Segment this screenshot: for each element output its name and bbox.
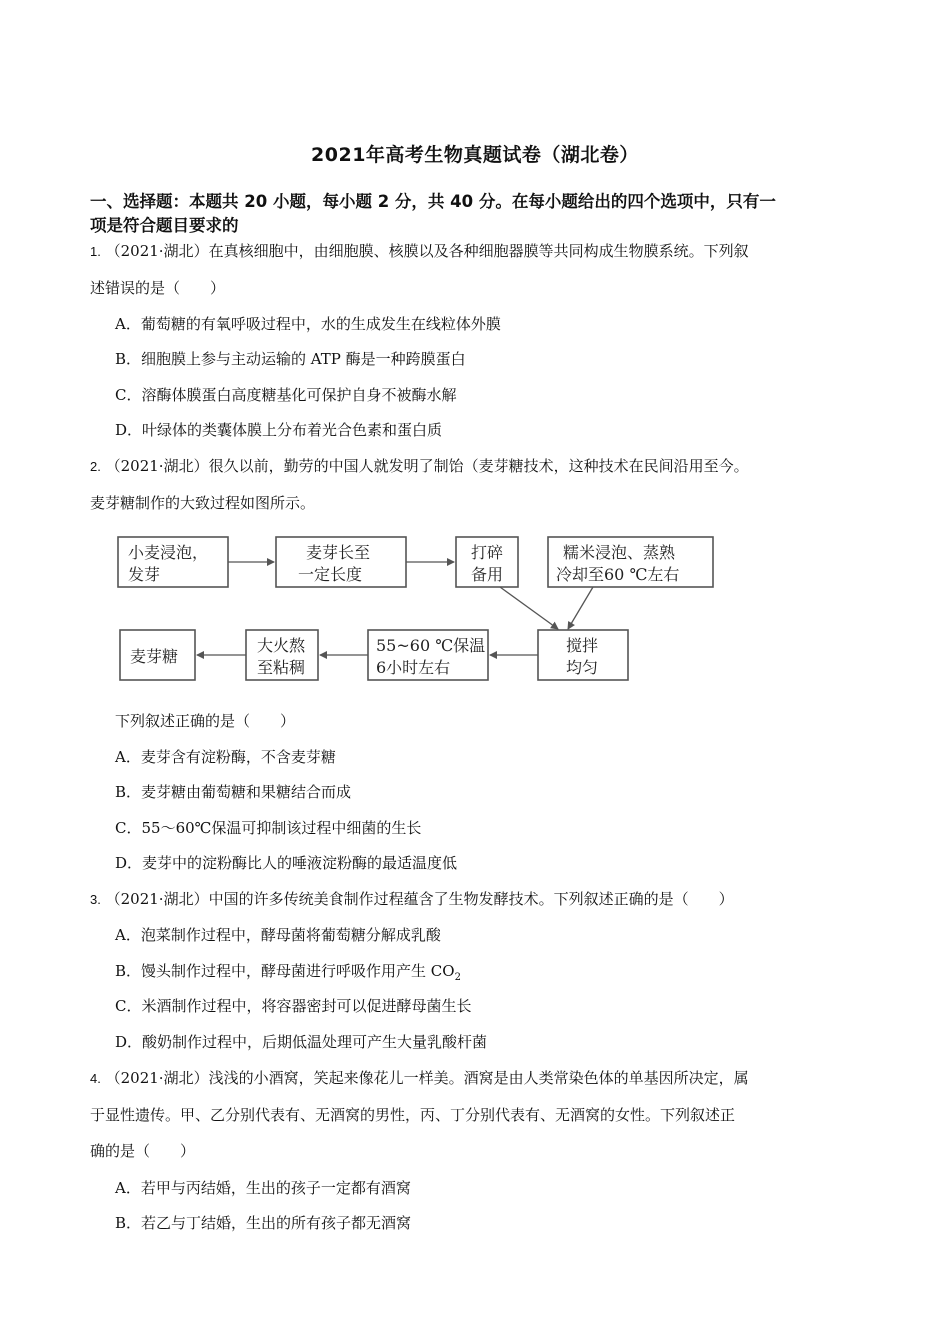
- question-1-number: 1.: [90, 244, 101, 259]
- box-stir-evenly: [538, 630, 628, 680]
- question-4-stem-line-1: [90, 1067, 749, 1088]
- box-boil-thick-line-2: 至粘稠: [257, 658, 306, 677]
- box-soak-germinate-line-1: 小麦浸泡，: [128, 543, 209, 562]
- question-1-option-d: D．叶绿体的类囊体膜上分布着光合色素和蛋白质: [115, 421, 443, 439]
- box-stir-evenly-line-1: 搅拌: [566, 636, 599, 655]
- question-4-number: 4.: [90, 1071, 101, 1086]
- question-1-option-a: A．葡萄糖的有氧呼吸过程中，水的生成发生在线粒体外膜: [115, 315, 501, 333]
- question-2-option-c: C．55～60℃保温可抑制该过程中细菌的生长: [115, 819, 422, 837]
- box-maltose: [120, 630, 195, 680]
- question-3-option-c: C．米酒制作过程中，将容器密封可以促进酵母菌生长: [115, 997, 472, 1015]
- question-4-stem-text: （2021·湖北）浅浅的小酒窝，笑起来像花儿一样美。酒窝是由人类常染色体的单基因所决定，属: [105, 1069, 749, 1087]
- box-sprout-length-line-1: 麦芽长至: [306, 543, 371, 562]
- question-3-number: 3.: [90, 892, 101, 907]
- question-4-stem-line-3: 确的是（ ）: [90, 1142, 196, 1160]
- question-1-stem-line-2: 述错误的是（ ）: [90, 279, 226, 297]
- box-incubate-line-2: 6小时左右: [376, 658, 451, 677]
- question-3-option-b-subscript: 2: [454, 972, 461, 983]
- section-heading-line-1: 一、选择题：本题共 20 小题，每小题 2 分，共 40 分。在每小题给出的四个选项中，只有一: [90, 192, 776, 211]
- question-3-option-d: D．酸奶制作过程中，后期低温处理可产生大量乳酸杆菌: [115, 1033, 488, 1051]
- box-glutinous-rice-line-1: 糯米浸泡、蒸熟: [563, 543, 676, 562]
- box-sprout-length-line-2: 一定长度: [298, 565, 363, 584]
- question-2-stem-text: （2021·湖北）很久以前，勤劳的中国人就发明了制饴（麦芽糖技术，这种技术在民间沿用至今。: [105, 457, 749, 475]
- box-crush-reserve-line-2: 备用: [471, 565, 504, 584]
- question-2-stem-line-2: 麦芽糖制作的大致过程如图所示。: [90, 494, 316, 512]
- arrow-rice-to-stir: [568, 587, 593, 629]
- question-3-option-b: [115, 960, 461, 983]
- box-soak-germinate-line-2: 发芽: [128, 565, 161, 584]
- question-2-option-b: B．麦芽糖由葡萄糖和果糖结合而成: [115, 783, 352, 801]
- question-4-stem-line-2: 于显性遗传。甲、乙分别代表有、无酒窝的男性，丙、丁分别代表有、无酒窝的女性。下列叙述正: [90, 1106, 736, 1124]
- box-glutinous-rice-line-2: 冷却至60 ℃左右: [556, 565, 680, 584]
- page-title: 2021年高考生物真题试卷（湖北卷）: [311, 144, 639, 166]
- question-1-option-c: C．溶酶体膜蛋白高度糖基化可保护自身不被酶水解: [115, 386, 457, 404]
- box-stir-evenly-line-2: 均匀: [566, 658, 599, 677]
- question-2-option-d: D．麦芽中的淀粉酶比人的唾液淀粉酶的最适温度低: [115, 854, 458, 872]
- box-maltose-line-1: 麦芽糖: [130, 647, 179, 666]
- box-sprout-length: [276, 537, 406, 587]
- box-incubate-line-1: 55~60 ℃保温: [376, 636, 486, 655]
- question-3-option-b-text: B．馒头制作过程中，酵母菌进行呼吸作用产生 CO: [115, 962, 455, 980]
- question-2-number: 2.: [90, 459, 101, 474]
- question-3-stem-text: （2021·湖北）中国的许多传统美食制作过程蕴含了生物发酵技术。下列叙述正确的是（ ）: [105, 890, 734, 908]
- box-incubate: [368, 630, 488, 680]
- question-1-stem-text: （2021·湖北）在真核细胞中，由细胞膜、核膜以及各种细胞器膜等共同构成生物膜系统。下列叙: [105, 242, 749, 260]
- question-3-stem-line-1: [90, 888, 734, 909]
- question-1-stem-line-1: [90, 240, 749, 261]
- box-crush-reserve-line-1: 打碎: [471, 543, 504, 562]
- box-soak-germinate: [118, 537, 228, 587]
- question-4-option-b: B．若乙与丁结婚，生出的所有孩子都无酒窝: [115, 1214, 412, 1232]
- box-boil-thick: [246, 630, 318, 680]
- box-crush-reserve: [456, 537, 518, 587]
- maltose-process-diagram: [108, 525, 718, 690]
- question-2-option-a: A．麦芽含有淀粉酶，不含麦芽糖: [115, 748, 336, 766]
- question-2-prompt: 下列叙述正确的是（ ）: [115, 712, 296, 730]
- question-3-option-a: A．泡菜制作过程中，酵母菌将葡萄糖分解成乳酸: [115, 926, 441, 944]
- box-boil-thick-line-1: 大火熬: [257, 636, 306, 655]
- box-glutinous-rice: [548, 537, 713, 587]
- question-1-option-b: B．细胞膜上参与主动运输的 ATP 酶是一种跨膜蛋白: [115, 350, 466, 368]
- arrow-3-to-stir: [500, 587, 558, 629]
- section-heading: [90, 190, 870, 238]
- question-4-option-a: A．若甲与丙结婚，生出的孩子一定都有酒窝: [115, 1179, 411, 1197]
- section-heading-line-2: 项是符合题目要求的: [90, 216, 239, 235]
- question-2-stem-line-1: [90, 455, 749, 476]
